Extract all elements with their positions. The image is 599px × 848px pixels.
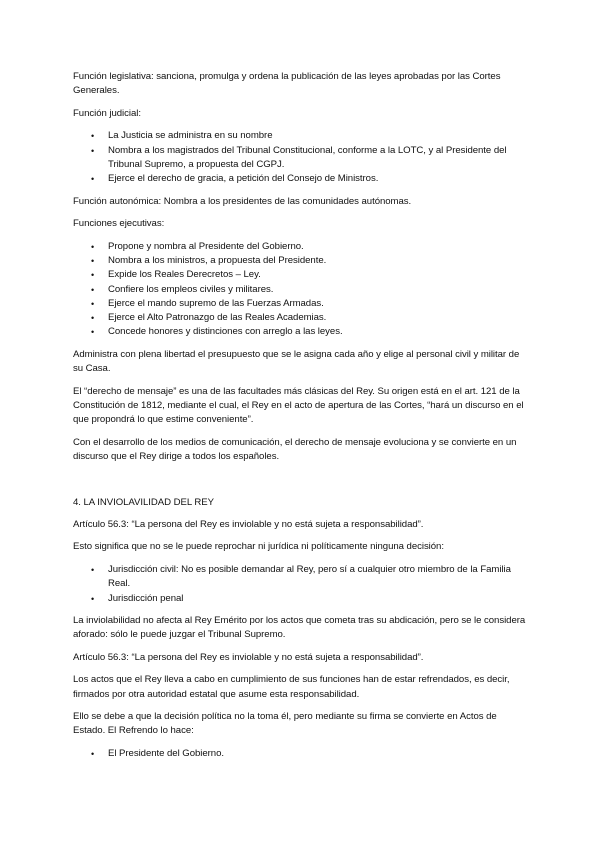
list-item: • Propone y nombra al Presidente del Gobierno. — [108, 240, 529, 254]
list-item: • Ejerce el Alto Patronazgo de las Reales Academias. — [108, 311, 529, 325]
list-item: • Confiere los empleos civiles y militares. — [108, 283, 529, 297]
paragraph-political-decision: Ello se debe a que la decisión política no la toma él, pero mediante su firma se convierte en Actos de Estado. El Refrendo lo hace: — [73, 711, 497, 737]
paragraph-judicial-heading: Función judicial: — [73, 107, 141, 119]
section-heading: 4. LA INVIOLAVILIDAD DEL REY — [73, 496, 214, 508]
list-item: • Nombra a los magistrados del Tribunal Constitucional, conforme a la LOTC, y al Presidente del Tribunal Supremo, a propuesta del CGPJ. — [108, 144, 529, 173]
list-item: • Nombra a los ministros, a propuesta del Presidente. — [108, 254, 529, 268]
section-spacer — [73, 473, 529, 496]
paragraph-budget: Administra con plena libertad el presupuesto que se le asigna cada año y elige al personal civil y militar de su Casa. — [73, 348, 520, 375]
paragraph-executive-heading: Funciones ejecutivas: — [73, 218, 165, 230]
list-item: • Jurisdicción civil: No es posible demandar al Rey, pero sí a cualquier otro miembro de la Familia Real. — [108, 563, 529, 592]
list-judicial — [73, 129, 529, 186]
list-jurisdictions — [73, 563, 529, 606]
paragraph-article-56-3-repeat: Artículo 56.3: “La persona del Rey es inviolable y no está sujeta a responsabilidad”. — [73, 651, 424, 663]
list-item: • Jurisdicción penal — [108, 592, 529, 606]
list-item: • Concede honores y distinciones con arreglo a las leyes. — [108, 325, 529, 339]
list-item: • Expide los Reales Derecretos – Ley. — [108, 268, 529, 282]
paragraph-media: Con el desarrollo de los medios de comunicación, el derecho de mensaje evoluciona y se convierte en un discurso que el Rey dirige a todos los españoles. — [73, 436, 517, 463]
list-executive — [73, 240, 529, 340]
paragraph-legislative: Función legislativa: sanciona, promulga y ordena la publicación de las leyes aprobadas por las Cortes Generales. — [73, 71, 501, 97]
list-item: • La Justicia se administra en su nombre — [108, 129, 529, 143]
list-item: • Ejerce el mando supremo de las Fuerzas Armadas. — [108, 297, 529, 311]
list-item: • El Presidente del Gobierno. — [108, 747, 529, 761]
paragraph-refrendo-acts: Los actos que el Rey lleva a cabo en cumplimiento de sus funciones han de estar refrendados, es decir, firmados por otra autoridad estatal que asume esta responsabilidad. — [73, 674, 510, 700]
paragraph-article-56-3: Artículo 56.3: “La persona del Rey es inviolable y no está sujeta a responsabilidad”. — [73, 519, 424, 530]
paragraph-autonomic: Función autonómica: Nombra a los presidentes de las comunidades autónomas. — [73, 195, 412, 207]
paragraph-message-right: El “derecho de mensaje” es una de las facultades más clásicas del Rey. Su origen está en el art. 121 de la Constitución de 1812, mediante el cual, el Rey en el acto de apertura de las Cortes, “hará un discurso en el que propondrá lo que estime conveniente”. — [73, 385, 524, 426]
paragraph-meaning: Esto significa que no se le puede reprochar ni jurídica ni políticamente ninguna decisión: — [73, 541, 444, 553]
list-item: • Ejerce el derecho de gracia, a petición del Consejo de Ministros. — [108, 172, 529, 186]
list-refrendo — [73, 747, 529, 761]
paragraph-emeritus: La inviolabilidad no afecta al Rey Emérito por los actos que cometa tras su abdicación, pero se le considera aforado: sólo le puede juzgar el Tribunal Supremo. — [73, 615, 526, 641]
